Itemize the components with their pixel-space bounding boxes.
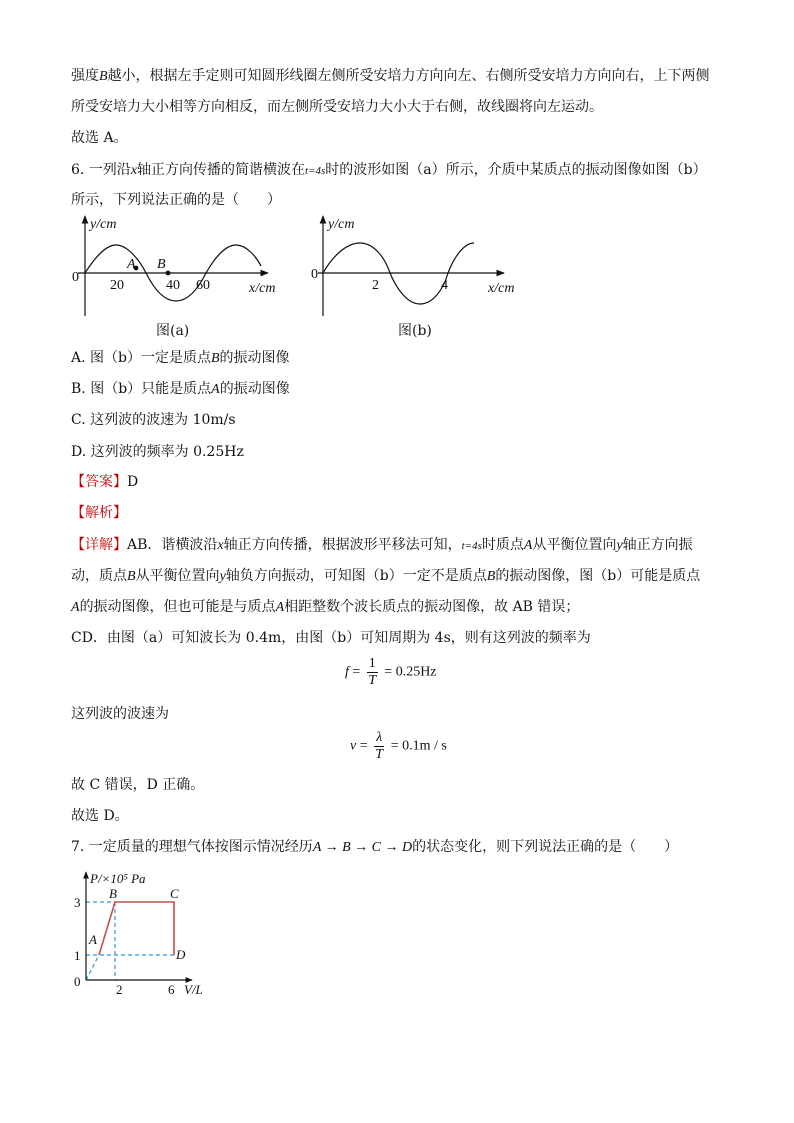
- tick-label: 60: [196, 278, 210, 293]
- y-axis-label: y/cm: [90, 217, 117, 232]
- analysis-tag: 【解析】: [71, 505, 127, 521]
- detail-line-7: 故选 D。: [71, 808, 129, 824]
- pv-diagram: [70, 868, 220, 998]
- text: 强度: [71, 68, 99, 84]
- detail-line-5: 这列波的波速为: [71, 706, 169, 722]
- tick-label: 20: [110, 278, 124, 293]
- question-6-stem-2: 所示，下列说法正确的是（ ）: [71, 192, 281, 208]
- answer-tag: 【答案】: [71, 474, 127, 490]
- x-tick-label: 6: [168, 982, 175, 997]
- question-6-stem: 6. 一列沿x轴正方向传播的简谐横波在t=4s时的波形如图（a）所示，介质中某质点的振动图像如图（b）: [71, 162, 707, 178]
- y-tick-label: 1: [74, 948, 81, 963]
- figure-b-caption: 图(b): [398, 323, 432, 339]
- detail-line-6: 故 C 错误，D 正确。: [71, 777, 205, 793]
- detail-line-1: 【详解】AB．谐横波沿x轴正方向传播，根据波形平移法可知，t=4s时质点A从平衡位置向y轴正方向振: [71, 537, 693, 553]
- state-a-label: A: [89, 932, 97, 947]
- fraction: $\frac{1}{T}$: [368, 656, 377, 688]
- state-b-label: B: [109, 886, 117, 901]
- tick-label: 2: [372, 278, 379, 293]
- text: 越小，根据左手定则可知圆形线圈左侧所受安培力方向向左、右侧所受安培力方向向右，上下两侧: [107, 68, 710, 84]
- point-a-label: A: [127, 257, 136, 272]
- frequency-formula: f = $\frac{1}{T}$ = 0.25Hz: [345, 656, 437, 688]
- answer-value: D: [127, 474, 139, 490]
- point-b-label: B: [157, 257, 166, 272]
- x-axis-label: x/cm: [488, 281, 515, 296]
- wave-figure-a: [68, 212, 290, 320]
- x-axis-label: x/cm: [249, 281, 276, 296]
- y-axis-label: y/cm: [328, 217, 355, 232]
- option-b: B. 图（b）只能是质点A的振动图像: [71, 381, 290, 397]
- tick-label: 40: [166, 278, 180, 293]
- text-line: 所受安培力大小相等方向相反，而左侧所受安培力大小大于右侧，故线圈将向左运动。: [71, 99, 603, 115]
- fraction: $\frac{\lambda}{T}$: [375, 730, 384, 762]
- detail-line-3: A的振动图像，但也可能是与质点A相距整数个波长质点的振动图像，故 AB 错误；: [71, 599, 580, 615]
- state-path: [99, 902, 174, 955]
- option-c: C. 这列波的波速为 10m/s: [71, 412, 236, 428]
- origin-label: 0: [74, 974, 81, 989]
- detail-line-2: 动，质点B从平衡位置向y轴负方向振动，可知图（b）一定不是质点B的振动图像，图（b）可能是质点: [71, 568, 701, 584]
- question-7-stem: 7. 一定质量的理想气体按图示情况经历A → B → C → D的状态变化，则下列说法正确的是（ ）: [71, 839, 679, 855]
- speed-formula: v = $\frac{\lambda}{T}$ = 0.1m / s: [350, 730, 447, 762]
- guide-line: [86, 955, 99, 980]
- figure-a-caption: 图(a): [156, 323, 190, 339]
- answer-line: [71, 472, 138, 492]
- vibration-figure-b: [308, 212, 524, 320]
- symbol: B: [99, 69, 108, 84]
- detail-line-4: CD．由图（a）可知波长为 0.4m，由图（b）可知周期为 4s，则有这列波的频率为: [71, 630, 591, 646]
- tick-label: 4: [441, 278, 448, 293]
- option-d: D. 这列波的频率为 0.25Hz: [71, 444, 244, 460]
- point-b-marker: [166, 271, 171, 276]
- option-a: A. 图（b）一定是质点B的振动图像: [71, 350, 290, 366]
- origin-label: 0: [311, 267, 318, 282]
- state-d-label: D: [176, 947, 186, 962]
- state-c-label: C: [170, 886, 179, 901]
- text-line: [71, 66, 710, 87]
- origin-label: 0: [72, 270, 79, 285]
- y-axis-label: P/×10⁵ Pa: [90, 871, 146, 886]
- x-axis-label: V/L: [184, 982, 203, 997]
- x-tick-label: 2: [116, 982, 123, 997]
- y-tick-label: 3: [74, 895, 81, 910]
- text-line: 故选 A。: [71, 130, 128, 146]
